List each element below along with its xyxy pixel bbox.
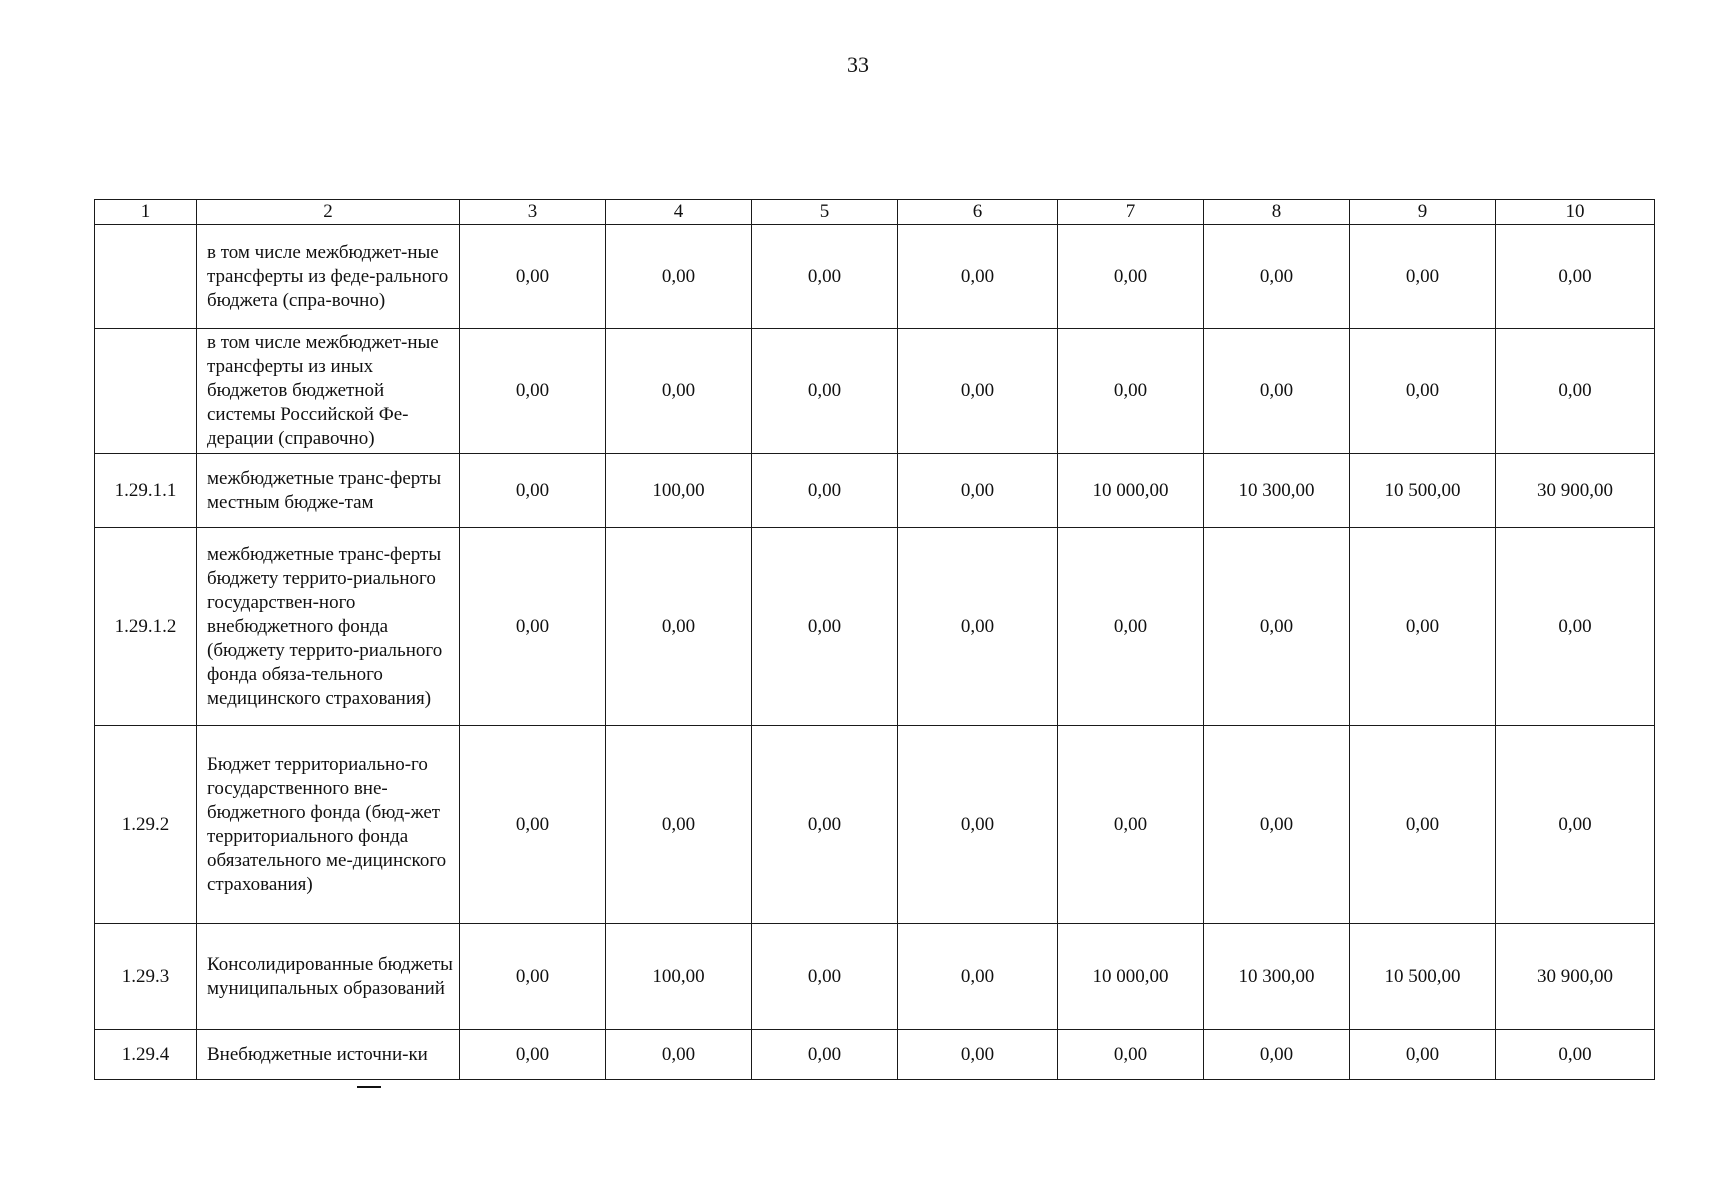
value-cell: 0,00 [1496, 726, 1655, 924]
row-code: 1.29.3 [95, 924, 197, 1030]
value-cell: 0,00 [1350, 1030, 1496, 1080]
column-header: 5 [752, 200, 898, 225]
table-row [95, 528, 1655, 726]
value-cell: 0,00 [460, 726, 606, 924]
value-cell: 0,00 [606, 528, 752, 726]
value-cell: 0,00 [1350, 726, 1496, 924]
column-header: 9 [1350, 200, 1496, 225]
row-name: межбюджетные транс-ферты местным бюдже-там [197, 454, 460, 528]
value-cell: 0,00 [460, 1030, 606, 1080]
value-cell: 0,00 [898, 329, 1058, 454]
value-cell: 0,00 [1496, 1030, 1655, 1080]
value-cell: 0,00 [460, 454, 606, 528]
value-cell: 0,00 [606, 225, 752, 329]
row-name: в том числе межбюджет-ные трансферты из иных бюджетов бюджетной системы Российской Фе-дерации (справочно) [197, 329, 460, 454]
value-cell: 0,00 [898, 1030, 1058, 1080]
value-cell: 0,00 [1058, 1030, 1204, 1080]
table-row [95, 924, 1655, 1030]
column-header: 3 [460, 200, 606, 225]
value-cell: 10 000,00 [1058, 454, 1204, 528]
page-number: 33 [847, 52, 869, 77]
column-header: 2 [197, 200, 460, 225]
value-cell: 0,00 [1350, 329, 1496, 454]
value-cell: 10 500,00 [1350, 924, 1496, 1030]
table-row [95, 726, 1655, 924]
header-row [95, 200, 1655, 225]
value-cell: 0,00 [1058, 726, 1204, 924]
row-code [95, 329, 197, 454]
table-row [95, 1030, 1655, 1080]
value-cell: 0,00 [898, 528, 1058, 726]
column-header: 4 [606, 200, 752, 225]
row-code: 1.29.2 [95, 726, 197, 924]
value-cell: 0,00 [1058, 528, 1204, 726]
value-cell: 0,00 [898, 454, 1058, 528]
budget-table [94, 199, 1655, 1080]
value-cell: 0,00 [1350, 528, 1496, 726]
column-header: 6 [898, 200, 1058, 225]
value-cell: 0,00 [752, 528, 898, 726]
value-cell: 30 900,00 [1496, 454, 1655, 528]
row-code [95, 225, 197, 329]
value-cell: 0,00 [1496, 225, 1655, 329]
column-header: 7 [1058, 200, 1204, 225]
value-cell: 0,00 [752, 726, 898, 924]
value-cell: 0,00 [898, 225, 1058, 329]
value-cell: 100,00 [606, 924, 752, 1030]
value-cell: 0,00 [460, 924, 606, 1030]
value-cell: 0,00 [1204, 329, 1350, 454]
value-cell: 0,00 [1058, 225, 1204, 329]
column-header: 1 [95, 200, 197, 225]
value-cell: 0,00 [460, 329, 606, 454]
value-cell: 0,00 [752, 329, 898, 454]
row-code: 1.29.1.1 [95, 454, 197, 528]
value-cell: 0,00 [752, 454, 898, 528]
value-cell: 0,00 [606, 726, 752, 924]
value-cell: 0,00 [1058, 329, 1204, 454]
value-cell: 0,00 [460, 528, 606, 726]
value-cell: 0,00 [898, 726, 1058, 924]
row-name: межбюджетные транс-ферты бюджету террито-риального государствен-ного внебюджетного фонда (бюджету террито-риального фонда обяза-тельного медицинского страхования) [197, 528, 460, 726]
value-cell: 0,00 [1350, 225, 1496, 329]
value-cell: 0,00 [1204, 225, 1350, 329]
value-cell: 10 300,00 [1204, 454, 1350, 528]
table-row [95, 329, 1655, 454]
column-header: 10 [1496, 200, 1655, 225]
value-cell: 0,00 [1496, 329, 1655, 454]
value-cell: 0,00 [1204, 726, 1350, 924]
column-header: 8 [1204, 200, 1350, 225]
table-row [95, 454, 1655, 528]
value-cell: 0,00 [606, 1030, 752, 1080]
value-cell: 0,00 [898, 924, 1058, 1030]
row-name: Внебюджетные источни-ки [197, 1030, 460, 1080]
value-cell: 0,00 [1204, 1030, 1350, 1080]
value-cell: 10 500,00 [1350, 454, 1496, 528]
row-name: Консолидированные бюджеты муниципальных образований [197, 924, 460, 1030]
value-cell: 0,00 [460, 225, 606, 329]
table-row [95, 225, 1655, 329]
value-cell: 0,00 [1204, 528, 1350, 726]
value-cell: 0,00 [752, 1030, 898, 1080]
row-code: 1.29.1.2 [95, 528, 197, 726]
value-cell: 0,00 [1496, 528, 1655, 726]
value-cell: 100,00 [606, 454, 752, 528]
value-cell: 0,00 [752, 924, 898, 1030]
value-cell: 0,00 [606, 329, 752, 454]
value-cell: 30 900,00 [1496, 924, 1655, 1030]
row-code: 1.29.4 [95, 1030, 197, 1080]
value-cell: 10 300,00 [1204, 924, 1350, 1030]
row-name: в том числе межбюджет-ные трансферты из феде-рального бюджета (спра-вочно) [197, 225, 460, 329]
row-name: Бюджет территориально-го государственного вне-бюджетного фонда (бюд-жет территориального фонда обязательного ме-дицинского страхования) [197, 726, 460, 924]
value-cell: 0,00 [752, 225, 898, 329]
value-cell: 10 000,00 [1058, 924, 1204, 1030]
underline-mark [357, 1086, 381, 1088]
